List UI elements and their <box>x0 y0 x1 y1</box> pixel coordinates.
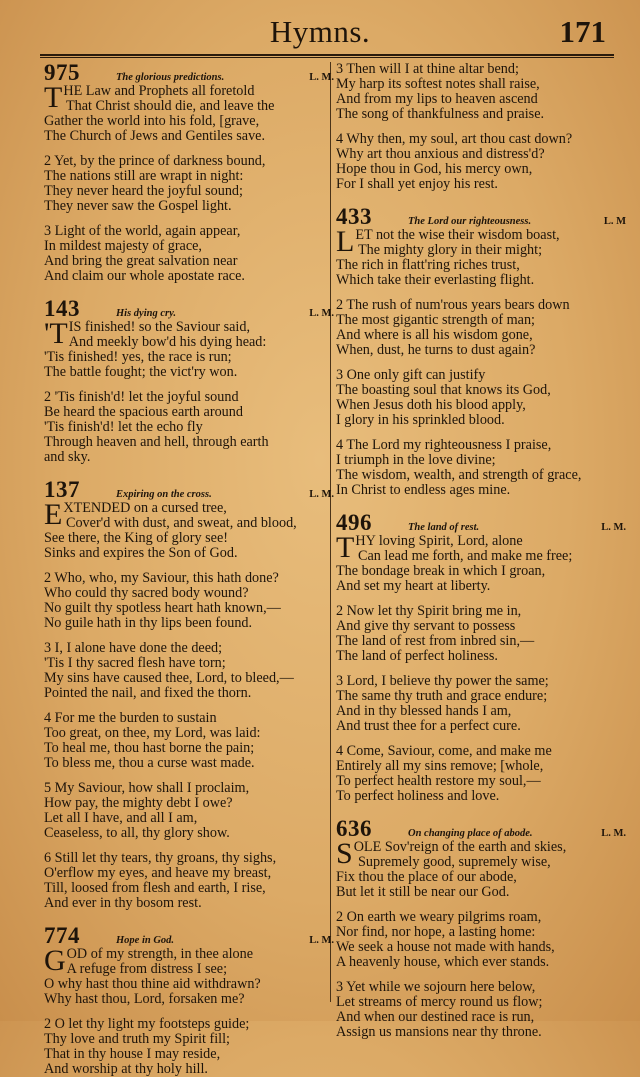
verse-line: The boasting soul that knows its God, <box>336 382 551 398</box>
verse-line: Cover'd with dust, and sweat, and blood, <box>66 515 297 531</box>
verse-line: The same thy truth and grace endure; <box>336 688 548 704</box>
verse-line: Which take their everlasting flight. <box>336 272 535 288</box>
hymn-title: The Lord our righteousness. <box>408 216 532 227</box>
hymn-meter: L. M <box>603 216 626 227</box>
verse-line: Fix thou the place of our abode, <box>336 869 517 885</box>
verse-line: And set my heart at liberty. <box>336 578 491 594</box>
verse-line: I triumph in the love divine; <box>336 452 496 468</box>
verse-line: That Christ should die, and leave the <box>66 98 275 114</box>
verse-line: And worship at thy holy hill. <box>44 1061 208 1077</box>
verse-line: To perfect health restore my soul,— <box>336 773 541 789</box>
verse-line: No guilt thy spotless heart hath known,— <box>44 600 281 616</box>
hymn-title: The glorious predictions. <box>116 72 225 83</box>
verse-line: 3 Then will I at thine altar bend; <box>336 61 519 77</box>
hymn-verse <box>336 910 626 970</box>
verse-line: When Jesus doth his blood apply, <box>336 397 526 413</box>
verse-line: The song of thankfulness and praise. <box>336 106 545 122</box>
hymn-header <box>336 204 626 229</box>
verse-line: Sinks and expires the Son of God. <box>44 545 238 561</box>
verse-line: HE Law and Prophets all foretold <box>63 83 255 99</box>
hymn-title: The land of rest. <box>408 522 480 533</box>
verse-line: Let streams of mercy round us flow; <box>336 994 543 1010</box>
hymn-verse <box>336 531 626 594</box>
verse-gap <box>44 561 334 569</box>
verse-line: and sky. <box>44 449 91 465</box>
verse-line: See there, the King of glory see! <box>44 530 228 546</box>
verse-line: The rich in flatt'ring riches trust, <box>336 257 520 273</box>
hymn-title: His dying cry. <box>116 308 176 319</box>
drop-cap: T <box>44 81 63 114</box>
verse-line: 4 The Lord my righteousness I praise, <box>336 437 552 453</box>
verse-line: OD of my strength, in thee alone <box>66 946 254 962</box>
hymn-verse <box>336 604 626 664</box>
hymn-verse <box>44 498 334 561</box>
verse-line: To bless me, thou a curse wast made. <box>44 755 255 771</box>
verse-line: And where is all his wisdom gone, <box>336 327 533 343</box>
verse-line: The most gigantic strength of man; <box>336 312 535 328</box>
hymn-verse <box>44 154 334 214</box>
verse-line: OLE Sov'reign of the earth and skies, <box>353 839 567 855</box>
verse-gap <box>44 214 334 222</box>
verse-line: The nations still are wrapt in night: <box>44 168 244 184</box>
verse-line: Why hast thou, Lord, forsaken me? <box>44 991 245 1007</box>
verse-line: 2 Yet, by the prince of darkness bound, <box>44 153 266 169</box>
verse-line: And in thy blessed hands I am, <box>336 703 512 719</box>
verse-line: Through heaven and hell, through earth <box>44 434 269 450</box>
verse-gap <box>44 701 334 709</box>
verse-line: The land of rest from inbred sin,— <box>336 633 535 649</box>
hymn-number: 433 <box>336 204 372 229</box>
verse-line: In Christ to endless ages mine. <box>336 482 511 498</box>
verse-line: No guile hath in thy lips been found. <box>44 615 253 631</box>
verse-line: 4 For me the burden to sustain <box>44 710 217 726</box>
verse-line: A refuge from distress I see; <box>66 961 228 977</box>
verse-gap <box>44 1007 334 1015</box>
hymn-entry <box>44 296 334 465</box>
left-column <box>44 60 334 1077</box>
verse-line: 3 One only gift can justify <box>336 367 486 383</box>
hymn-separator <box>336 192 626 204</box>
verse-line: Can lead me forth, and make me free; <box>358 548 573 564</box>
verse-line: 'Tis I thy sacred flesh have torn; <box>44 655 226 671</box>
verse-line: ET not the wise their wisdom boast, <box>355 227 560 243</box>
verse-line: And meekly bow'd his dying head: <box>68 334 267 350</box>
hymn-number: 143 <box>44 296 80 321</box>
verse-line: How pay, the mighty debt I owe? <box>44 795 233 811</box>
hymn-verse <box>44 1017 334 1077</box>
hymn-verse <box>336 438 626 498</box>
hymn-verse <box>44 944 334 1007</box>
verse-line: Who could thy sacred body wound? <box>44 585 249 601</box>
hymn-verse <box>44 571 334 631</box>
hymn-verse <box>336 744 626 804</box>
verse-line: The battle fought; the vict'ry won. <box>44 364 238 380</box>
verse-gap <box>336 734 626 742</box>
hymn-header <box>336 510 626 535</box>
verse-line: 'Tis finish'd! let the echo fly <box>44 419 203 435</box>
verse-line: Entirely all my sins remove; [whole, <box>336 758 544 774</box>
verse-gap <box>336 900 626 908</box>
hymn-number: 975 <box>44 60 80 85</box>
verse-line: We seek a house not made with hands, <box>336 939 555 955</box>
drop-cap: T <box>336 531 355 564</box>
hymn-header <box>44 477 334 502</box>
verse-line: Let all I have, and all I am, <box>44 810 198 826</box>
verse-gap <box>44 380 334 388</box>
verse-line: 2 Now let thy Spirit bring me in, <box>336 603 522 619</box>
hymn-title: On changing place of abode. <box>408 828 533 839</box>
verse-line: In mildest majesty of grace, <box>44 238 202 254</box>
verse-gap <box>44 631 334 639</box>
verse-line: Assign us mansions near thy throne. <box>336 1024 542 1040</box>
verse-line: They never saw the Gospel light. <box>44 198 232 214</box>
verse-line: Hope thou in God, his mercy own, <box>336 161 533 177</box>
hymn-number: 636 <box>336 816 372 841</box>
hymn-verse <box>44 641 334 701</box>
hymn-meter: L. M. <box>309 308 334 319</box>
verse-gap <box>44 771 334 779</box>
hymn-verse <box>44 224 334 284</box>
verse-line: 3 Lord, I believe thy power the same; <box>336 673 549 689</box>
verse-gap <box>336 122 626 130</box>
hymn-verse <box>336 132 626 192</box>
verse-line: O'erflow my eyes, and heave my breast, <box>44 865 272 881</box>
hymn-header <box>44 923 334 948</box>
drop-cap: L <box>336 225 355 258</box>
hymn-verse <box>336 298 626 358</box>
hymn-number: 496 <box>336 510 372 535</box>
verse-line: 3 I, I alone have done the deed; <box>44 640 223 656</box>
hymn-number: 137 <box>44 477 80 502</box>
verse-line: Why art thou anxious and distress'd? <box>336 146 545 162</box>
verse-line: That in thy house I may reside, <box>44 1046 221 1062</box>
hymn-entry <box>44 60 334 284</box>
page-number: 171 <box>559 14 606 49</box>
verse-line: Pointed the nail, and fixed the thorn. <box>44 685 252 701</box>
hymn-verse <box>44 81 334 144</box>
hymn-separator <box>44 284 334 296</box>
hymn-separator <box>44 911 334 923</box>
hymn-meter: L. M. <box>601 828 626 839</box>
verse-line: 2 O let thy light my footsteps guide; <box>44 1016 250 1032</box>
hymn-verse <box>44 317 334 380</box>
page-title: Hymns. <box>269 14 371 49</box>
hymn-entry <box>336 510 626 804</box>
verse-line: 4 Why then, my soul, art thou cast down? <box>336 131 573 147</box>
drop-cap: G <box>44 944 66 977</box>
hymn-number: 774 <box>44 923 80 948</box>
drop-cap: E <box>44 498 63 531</box>
hymn-verse <box>336 225 626 288</box>
hymn-entry <box>44 477 334 911</box>
hymn-separator <box>336 498 626 510</box>
hymn-meter: L. M. <box>309 935 334 946</box>
verse-line: I glory in his sprinkled blood. <box>336 412 505 428</box>
verse-line: And when our destined race is run, <box>336 1009 535 1025</box>
verse-gap <box>336 970 626 978</box>
verse-line: 3 Yet while we sojourn here below, <box>336 979 536 995</box>
verse-line: 4 Come, Saviour, come, and make me <box>336 743 552 759</box>
verse-line: And give thy servant to possess <box>336 618 516 634</box>
hymn-verse <box>336 980 626 1040</box>
verse-line: And bring the great salvation near <box>44 253 238 269</box>
verse-line: 2 The rush of num'rous years bears down <box>336 297 570 313</box>
verse-line: IS finished! so the Saviour said, <box>68 319 250 335</box>
verse-line: They never heard the joyful sound; <box>44 183 243 199</box>
hymn-header <box>44 60 334 85</box>
hymn-verse <box>44 851 334 911</box>
header-rule-thin <box>40 57 614 58</box>
verse-line: The land of perfect holiness. <box>336 648 498 664</box>
verse-line: 3 Light of the world, again appear, <box>44 223 241 239</box>
hymn-header <box>44 296 334 321</box>
verse-line: The bondage break in which I groan, <box>336 563 546 579</box>
hymn-meter: L. M. <box>309 72 334 83</box>
verse-line: 2 Who, who, my Saviour, this hath done? <box>44 570 279 586</box>
verse-line: For I shall yet enjoy his rest. <box>336 176 498 192</box>
hymn-separator <box>336 804 626 816</box>
verse-gap <box>336 288 626 296</box>
hymn-separator <box>44 465 334 477</box>
verse-line: Gather the world into his fold, [grave, <box>44 113 260 129</box>
verse-line: A heavenly house, which ever stands. <box>336 954 550 970</box>
hymn-meter: L. M. <box>309 489 334 500</box>
verse-gap <box>336 664 626 672</box>
verse-line: To perfect holiness and love. <box>336 788 500 804</box>
verse-line: And from my lips to heaven ascend <box>336 91 538 107</box>
verse-line: Supremely good, supremely wise, <box>358 854 551 870</box>
hymn-verse <box>44 390 334 465</box>
drop-cap: S <box>336 837 353 870</box>
verse-line: 'Tis finished! yes, the race is run; <box>44 349 232 365</box>
hymn-title: Hope in God. <box>116 935 175 946</box>
verse-line: But let it still be near our God. <box>336 884 510 900</box>
right-column <box>336 60 626 1040</box>
verse-gap <box>44 144 334 152</box>
verse-line: Nor find, nor hope, a lasting home: <box>336 924 536 940</box>
hymn-verse <box>336 62 626 122</box>
hymn-entry <box>44 923 334 1077</box>
hymn-verse <box>336 368 626 428</box>
verse-line: 2 'Tis finish'd! let the joyful sound <box>44 389 239 405</box>
verse-line: My sins have caused thee, Lord, to bleed,— <box>44 670 294 686</box>
verse-line: 5 My Saviour, how shall I proclaim, <box>44 780 250 796</box>
verse-gap <box>336 428 626 436</box>
hymn-entry <box>336 816 626 1040</box>
hymn-verse <box>44 781 334 841</box>
verse-line: XTENDED on a cursed tree, <box>63 500 227 516</box>
verse-line: And claim our whole apostate race. <box>44 268 245 284</box>
hymn-meter: L. M. <box>601 522 626 533</box>
hymn-entry <box>336 204 626 498</box>
verse-gap <box>336 594 626 602</box>
verse-line: The mighty glory in their might; <box>358 242 543 258</box>
header-rule <box>40 54 614 56</box>
hymn-verse <box>336 674 626 734</box>
verse-line: And ever in thy bosom rest. <box>44 895 202 911</box>
hymn-verse <box>44 711 334 771</box>
verse-line: My harp its softest notes shall raise, <box>336 76 540 92</box>
verse-line: Be heard the spacious earth around <box>44 404 243 420</box>
verse-line: 2 On earth we weary pilgrims roam, <box>336 909 542 925</box>
drop-cap: 'T <box>44 317 68 350</box>
verse-line: When, dust, he turns to dust again? <box>336 342 536 358</box>
verse-line: And trust thee for a perfect cure. <box>336 718 521 734</box>
hymn-header <box>336 816 626 841</box>
verse-line: 6 Still let thy tears, thy groans, thy sighs, <box>44 850 277 866</box>
hymn-title: Expiring on the cross. <box>116 489 212 500</box>
hymn-verse <box>336 837 626 900</box>
verse-line: Thy love and truth my Spirit fill; <box>44 1031 230 1047</box>
verse-line: To heal me, thou hast borne the pain; <box>44 740 255 756</box>
verse-line: HY loving Spirit, Lord, alone <box>355 533 523 549</box>
verse-gap <box>336 358 626 366</box>
verse-line: The wisdom, wealth, and strength of grace, <box>336 467 582 483</box>
verse-line: O why hast thou thine aid withdrawn? <box>44 976 261 992</box>
verse-gap <box>44 841 334 849</box>
verse-line: Ceaseless, to all, thy glory show. <box>44 825 230 841</box>
verse-line: Till, loosed from flesh and earth, I rise, <box>44 880 266 896</box>
verse-line: The Church of Jews and Gentiles save. <box>44 128 266 144</box>
verse-line: Too great, on thee, my Lord, was laid: <box>44 725 261 741</box>
